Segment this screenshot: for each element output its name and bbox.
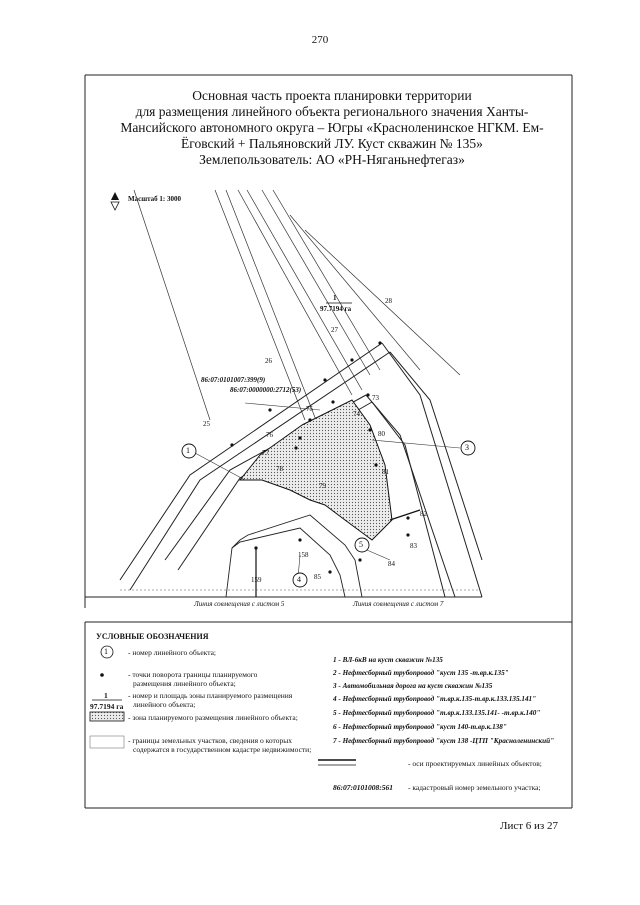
legend-object-text: - номер линейного объекта;	[128, 648, 216, 657]
legend-zone-text-2: линейного объекта;	[133, 700, 196, 709]
point-label: 74	[353, 410, 360, 418]
legend-zone-area: 97.7194 га	[90, 702, 124, 711]
turning-point	[406, 533, 409, 536]
title-line: для размещения линейного объекта регионального значения Ханты-	[135, 104, 529, 119]
legend-turning-point-icon	[100, 673, 104, 677]
legend-heading: УСЛОВНЫЕ ОБОЗНАЧЕНИЯ	[96, 632, 209, 641]
point-label: 26	[265, 357, 272, 365]
zone-area: 97.7194 га	[320, 305, 352, 313]
legend	[88, 630, 570, 805]
legend-zone-text-1: - номер и площадь зоны планируемого размещения	[128, 691, 293, 700]
object-number-4-label: 4	[297, 575, 301, 584]
legend-parcel-icon	[90, 736, 124, 748]
axis-lines	[256, 510, 420, 597]
legend-object-item: 5 - Нефтесборный трубопровод "т.вр.к.133.135.141- -т.вр.к.140"	[333, 709, 541, 717]
planned-zone-area	[240, 400, 392, 540]
point-label: 77	[262, 449, 269, 457]
point-label: 159	[251, 576, 262, 584]
turning-point	[328, 570, 331, 573]
join-line-right-label: Линия совмещения с листом 7	[353, 600, 444, 608]
legend-object-item: 3 - Автомобильная дорога на куст скважин №135	[333, 682, 493, 690]
turning-point	[298, 538, 301, 541]
turning-point	[294, 446, 297, 449]
object-number-1-label: 1	[186, 446, 190, 455]
legend-points-text-1: - точки поворота границы планируемого	[128, 670, 258, 679]
point-label: 158	[298, 551, 309, 559]
title-line: Землепользователь: АО «РН-Няганьнефтегаз»	[199, 152, 465, 167]
legend-object-item: 7 - Нефтесборный трубопровод "куст 138 -ЦТП "Красноленинский"	[333, 737, 555, 745]
turning-point	[308, 418, 311, 421]
point-label: 27	[331, 326, 338, 334]
point-label: 85	[314, 573, 321, 581]
point-label: 76	[266, 431, 273, 439]
turning-point	[268, 408, 271, 411]
object-number-5-label: 5	[359, 540, 363, 549]
legend-object-item: 6 - Нефтесборный трубопровод "куст 140-т.вр.к.138"	[333, 723, 507, 731]
legend-object-number-sample: 1	[104, 647, 108, 656]
legend-points-text-2: размещения линейного объекта;	[133, 679, 236, 688]
title-line: Основная часть проекта планировки территории	[192, 88, 472, 103]
zone-number: 1	[333, 294, 337, 302]
object-number-3-label: 3	[465, 443, 469, 452]
point-label: 25	[203, 420, 210, 428]
point-label: 80	[378, 430, 385, 438]
legend-zone-fill-icon	[90, 712, 124, 721]
north-arrow-icon	[111, 192, 119, 210]
turning-point	[368, 428, 371, 431]
turning-point	[406, 516, 409, 519]
turning-point	[298, 436, 301, 439]
sheet-number: Лист 6 из 27	[500, 820, 559, 832]
join-line-left-label: Линия совмещения с листом 5	[194, 600, 285, 608]
title-line: Ёговский + Пальяновский ЛУ. Куст скважин № 135»	[181, 136, 483, 151]
legend-parcels-text-1: - границы земельных участков, сведения о которых	[128, 736, 293, 745]
turning-point	[374, 463, 377, 466]
title-line: Мансийского автономного округа – Югры «Красноленинское НГКМ. Ем-	[120, 120, 544, 135]
point-label: 82	[420, 510, 427, 518]
page-number: 270	[311, 34, 329, 46]
turning-point	[230, 443, 233, 446]
legend-cadastral-text: - кадастровый номер земельного участка;	[408, 783, 541, 792]
legend-cadastral-sample: 86:07:0101008:561	[333, 783, 393, 792]
point-label: 75	[306, 405, 313, 413]
point-label: 28	[385, 297, 392, 305]
turning-point	[366, 393, 369, 396]
legend-zone-fill-text: - зона планируемого размещения линейного объекта;	[128, 713, 298, 722]
scale-label: Масштаб 1: 3000	[128, 195, 181, 203]
turning-point	[323, 378, 326, 381]
cadastral-number-2: 86:07:0000000:2712(53)	[230, 386, 302, 394]
turning-point	[358, 558, 361, 561]
turning-point	[378, 341, 381, 344]
legend-parcels-text-2: содержатся в государственном кадастре недвижимости;	[133, 745, 312, 754]
legend-zone-number: 1	[104, 691, 108, 700]
turning-point	[254, 546, 257, 549]
point-label: 84	[388, 560, 395, 568]
road-outline	[226, 515, 362, 597]
point-label: 78	[276, 465, 283, 473]
cadastral-number-1: 86:07:0101007:399(9)	[201, 376, 266, 384]
turning-point	[350, 358, 353, 361]
point-label: 79	[319, 482, 326, 490]
point-label: 81	[382, 468, 389, 476]
legend-axes-text: - оси проектируемых линейных объектов;	[408, 759, 542, 768]
legend-object-item: 1 - ВЛ-6кВ на куст скважин №135	[333, 656, 443, 664]
legend-object-item: 4 - Нефтесборный трубопровод "т.вр.к.135-т.вр.к.133.135.141"	[333, 695, 537, 703]
turning-point	[331, 400, 334, 403]
point-label: 73	[372, 394, 379, 402]
legend-object-item: 2 - Нефтесборный трубопровод "куст 135 -т.вр.к.135"	[333, 669, 509, 677]
point-label: 83	[410, 542, 417, 550]
